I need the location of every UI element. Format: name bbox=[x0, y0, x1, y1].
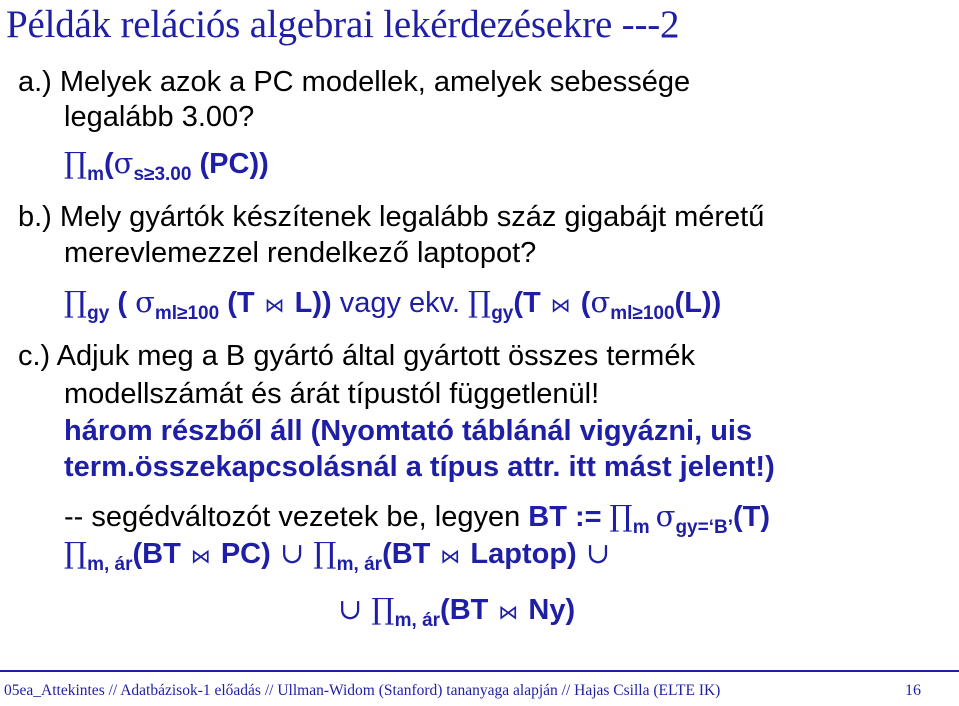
item-a-line1: a.) Melyek azok a PC modellek, amelyek sebessége bbox=[18, 66, 691, 98]
expr-paren: ( bbox=[104, 148, 114, 180]
projection-symbol: ∏ bbox=[371, 592, 395, 626]
expr-part: (T bbox=[219, 287, 255, 319]
expr-part: (BT bbox=[440, 594, 489, 626]
expr-part: PC) bbox=[220, 538, 271, 570]
aux-variable-line bbox=[64, 499, 771, 538]
selection-symbol: σ bbox=[655, 499, 676, 533]
expr-part: Ny) bbox=[528, 594, 576, 626]
expr-part: ( bbox=[109, 287, 136, 319]
item-b-line1: b.) Mely gyártók készítenek legalább száz gigabájt méretű bbox=[18, 201, 765, 233]
aux-lhs: BT := bbox=[528, 501, 610, 533]
expr-part: (BT bbox=[132, 538, 181, 570]
projection-subscript: gy bbox=[491, 303, 514, 324]
projection-symbol: ∏ bbox=[64, 285, 88, 319]
expr-part: Laptop) bbox=[470, 538, 577, 570]
item-c-line1: c.) Adjuk meg a B gyártó által gyártott összes termék bbox=[18, 340, 695, 372]
expr-part: ( bbox=[580, 287, 591, 319]
union-symbol: ∪ bbox=[338, 592, 372, 626]
union-symbol: ∪ bbox=[576, 536, 611, 570]
expr-part: L)) bbox=[294, 287, 332, 319]
projection-subscript: m, ár bbox=[336, 554, 383, 575]
expr-part: (T bbox=[513, 287, 541, 319]
slide-title: Példák relációs algebrai lekérdezésekre ---2 bbox=[6, 3, 680, 46]
selection-subscript: ml≥100 bbox=[154, 303, 220, 324]
aux-rest: (T) bbox=[733, 501, 771, 533]
projection-symbol: ∏ bbox=[313, 536, 337, 570]
projection-subscript: m bbox=[87, 164, 104, 185]
selection-symbol: σ bbox=[590, 285, 611, 319]
expr-part: (BT bbox=[382, 538, 431, 570]
selection-subscript: s≥3.00 bbox=[133, 164, 192, 185]
selection-symbol: σ bbox=[135, 285, 155, 319]
union-line-1 bbox=[64, 536, 611, 575]
footer-text: 05ea_Attekintes // Adatbázisok-1 előadás // Ullman-Widom (Stanford) tananyaga alapján // Hajas Csilla (ELTE IK) bbox=[4, 682, 721, 699]
selection-subscript: ml≥100 bbox=[610, 303, 675, 324]
projection-symbol: ∏ bbox=[64, 536, 88, 570]
union-line-2 bbox=[338, 592, 576, 631]
item-b-line2: merevlemezzel rendelkező laptopot? bbox=[64, 237, 537, 269]
item-c-line2: modellszámát és árát típustól függetlenül! bbox=[64, 378, 600, 410]
expr-part: (L)) bbox=[674, 287, 722, 319]
projection-symbol: ∏ bbox=[64, 146, 88, 180]
projection-subscript: m bbox=[632, 517, 650, 538]
item-b-expression bbox=[64, 285, 722, 324]
expr-connector: vagy ekv. bbox=[331, 287, 469, 319]
aux-text: -- segédváltozót vezetek be, legyen bbox=[64, 501, 529, 533]
natural-join-icon: ⋈ bbox=[440, 544, 461, 568]
natural-join-icon: ⋈ bbox=[550, 293, 571, 317]
projection-subscript: m, ár bbox=[87, 554, 133, 575]
projection-subscript: m, ár bbox=[394, 610, 441, 631]
natural-join-icon: ⋈ bbox=[498, 600, 519, 624]
natural-join-icon: ⋈ bbox=[190, 544, 211, 568]
selection-symbol: σ bbox=[113, 146, 134, 180]
footer-divider bbox=[0, 670, 959, 672]
item-a-expression bbox=[64, 146, 269, 185]
projection-subscript: gy bbox=[87, 303, 110, 324]
page-number: 16 bbox=[905, 682, 921, 699]
item-c-note1: három részből áll (Nyomtató táblánál vigyázni, uis bbox=[64, 415, 753, 447]
projection-symbol: ∏ bbox=[609, 499, 633, 533]
natural-join-icon: ⋈ bbox=[264, 293, 285, 317]
union-symbol: ∪ bbox=[270, 536, 314, 570]
expr-rest: (PC)) bbox=[191, 148, 269, 180]
selection-subscript: gy=‘B’ bbox=[675, 517, 734, 538]
item-a-line2: legalább 3.00? bbox=[64, 101, 255, 133]
projection-symbol: ∏ bbox=[468, 285, 492, 319]
item-c-note2: term.összekapcsolásnál a típus attr. itt mást jelent!) bbox=[64, 451, 775, 483]
